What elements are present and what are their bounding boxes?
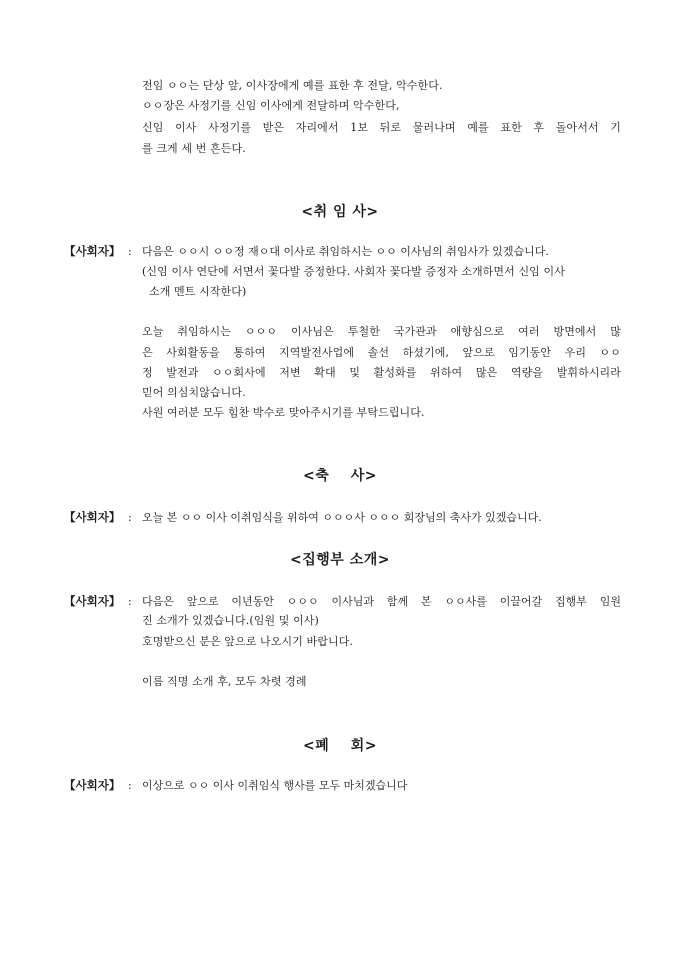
speaker-label: 【사회자】: [64, 778, 121, 792]
intro-line-2: ㅇㅇ장은 사정기를 신임 이사에게 전달하며 악수한다,: [142, 99, 400, 112]
closing-speaker-row: [64, 778, 407, 793]
colon: :: [128, 245, 132, 258]
colon: :: [128, 779, 132, 792]
speaker-label: 【사회자】: [64, 510, 121, 524]
inaugural-line-3: 소개 멘트 시작한다): [149, 285, 247, 298]
executives-line-3: 호명받으신 분은 앞으로 나오시기 바랍니다.: [142, 635, 354, 648]
executives-speaker-row: [64, 594, 621, 609]
heading-inaugural: <취 임 사>: [301, 204, 379, 220]
inaugural-line-2: (신임 이사 연단에 서면서 꽃다발 증정한다. 사회자 꽃다발 증정자 소개하면서 신임 이사: [142, 265, 565, 278]
speaker-label: 【사회자】: [64, 244, 121, 258]
intro-line-1: 전임 ㅇㅇ는 단상 앞, 이사장에게 예를 표한 후 전달, 악수한다.: [142, 79, 443, 92]
inaugural-para-2: 은 사회활동을 통하여 지역발전사업에 솔선 하셨기에, 앞으로 임기동안 우리 ㅇㅇ: [142, 346, 621, 359]
executives-line-2: 진 소개가 있겠습니다.(임원 및 이사): [142, 614, 319, 627]
intro-line-3: 신임 이사 사정기를 받은 자리에서 1보 뒤로 물러나며 예를 표한 후 돌아서서 기: [142, 121, 621, 134]
heading-congratulatory: <축 사>: [302, 468, 377, 484]
inaugural-para-1: 오늘 취임하시는 ㅇㅇㅇ 이사님은 투철한 국가관과 애향심으로 여러 방면에서 많: [142, 325, 621, 338]
intro-line-4: 를 크게 세 번 흔든다.: [142, 142, 246, 155]
congratulatory-line-1: 오늘 본 ㅇㅇ 이사 이취임식을 위하여 ㅇㅇㅇ사 ㅇㅇㅇ 회장님의 축사가 있겠습니다.: [142, 511, 542, 524]
closing-line-1: 이상으로 ㅇㅇ 이사 이취임식 행사를 모두 마치겠습니다: [142, 779, 408, 792]
heading-closing: <폐 회>: [302, 738, 377, 754]
executives-line-4: 이름 직명 소개 후, 모두 차렷 경례: [142, 675, 307, 688]
congratulatory-speaker-row: [64, 510, 542, 525]
executives-line-1: 다음은 앞으로 이년동안 ㅇㅇㅇ 이사님과 함께 본 ㅇㅇ사를 이끌어갈 집행부 임원: [142, 595, 621, 608]
heading-executives: <집행부 소개>: [290, 552, 390, 568]
inaugural-line-1: 다음은 ㅇㅇ시 ㅇㅇ정 재ㅇ대 이사로 취임하시는 ㅇㅇ 이사님의 취임사가 있겠습니다.: [142, 245, 549, 258]
inaugural-para-4: 믿어 의심치않습니다.: [142, 386, 246, 399]
colon: :: [128, 511, 132, 524]
colon: :: [128, 595, 132, 608]
inaugural-para-5: 사원 여러분 모두 힘찬 박수로 맞아주시기를 부탁드립니다.: [142, 406, 425, 419]
inaugural-speaker-row: [64, 244, 549, 259]
inaugural-para-3: 정 발전과 ㅇㅇ회사에 저변 확대 및 활성화를 위하여 많은 역량을 발휘하시리라: [142, 366, 621, 379]
speaker-label: 【사회자】: [64, 594, 121, 608]
